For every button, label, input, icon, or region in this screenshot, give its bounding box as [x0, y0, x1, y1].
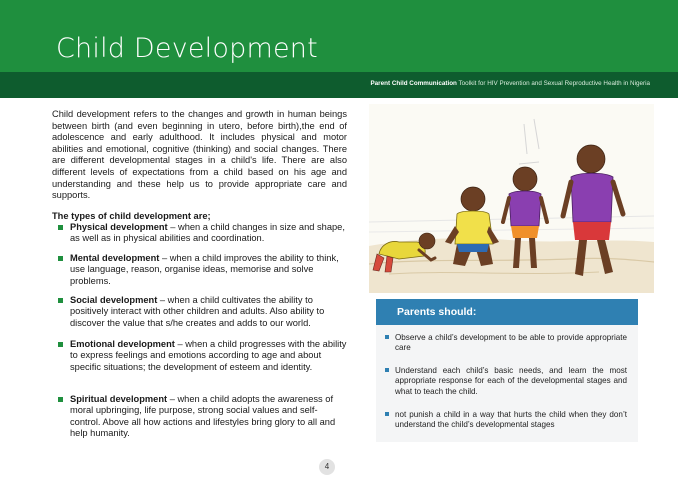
dev-item-mental: [70, 253, 347, 287]
dev-item-emotional: [70, 339, 347, 373]
square-bullet-icon: [385, 335, 389, 339]
page-number: 4: [319, 459, 335, 475]
square-bullet-icon: [58, 256, 63, 261]
square-bullet-icon: [58, 342, 63, 347]
square-bullet-icon: [385, 368, 389, 372]
dev-term: Physical development: [70, 222, 168, 232]
dev-desc: – when a child cultivates the ability to positively interact with other children and adults. Also ability to discover the value that s/he creates and adds to our world.: [70, 295, 325, 328]
dev-desc: – when a child progresses with the ability to express feelings and emotions according to age and about specific situations; the development of esteem and identity.: [70, 339, 347, 372]
intro-paragraph: Child development refers to the changes and growth in human beings between birth (and even beginning in utero, before birth),the end of adolescence and early adulthood. It includes physical and motor abilities and emotional, cognitive (thinking) and social changes. There are different developmental stages in a child's life. There are also different levels of expectations from a child based on his age and understanding and these help us to provide appropriate care and supports.: [52, 109, 347, 201]
dev-item-spiritual: [70, 394, 347, 440]
dev-item-physical: [70, 222, 347, 245]
toolkit-description: Toolkit for HIV Prevention and Sexual Reproductive Health in Nigeria: [458, 80, 650, 87]
dev-term: Social development: [70, 295, 158, 305]
parents-should-header: [376, 299, 638, 325]
square-bullet-icon: [385, 412, 389, 416]
parents-item: [395, 333, 627, 354]
parents-item: [395, 410, 627, 431]
dev-item-social: [70, 295, 347, 329]
dev-desc: – when a child improves the ability to think, use language, reason, organise ideas, memorise and solve problems.: [70, 253, 339, 286]
toolkit-name: Parent Child Communication: [370, 80, 457, 87]
dev-term: Emotional development: [70, 339, 175, 349]
toolkit-subtitle: [370, 80, 650, 87]
square-bullet-icon: [58, 298, 63, 303]
parents-item: [395, 366, 627, 397]
dev-desc: – when a child adopts the awareness of moral upbringing, life purpose, strong social values and self-control. Above all how actions and lifestyles bring glory to all and help humanity.: [70, 394, 336, 439]
square-bullet-icon: [58, 397, 63, 402]
dev-desc: – when a child changes in size and shape, as well as in physical abilities and coordination.: [70, 222, 345, 244]
parents-item-text: Understand each child’s basic needs, and learn the most appropriate response for each of the developmental stages and what to teach the child.: [395, 366, 627, 396]
parents-should-title: Parents should:: [397, 306, 477, 318]
children-drawing: [369, 104, 654, 293]
parents-item-text: Observe a child’s development to be able to provide appropriate care: [395, 333, 627, 353]
dev-term: Mental development: [70, 253, 160, 263]
parents-should-box: [376, 299, 638, 442]
dev-term: Spiritual development: [70, 394, 168, 404]
children-illustration: [369, 104, 654, 293]
types-heading: The types of child development are;: [52, 211, 211, 221]
square-bullet-icon: [58, 225, 63, 230]
parents-item-text: not punish a child in a way that hurts the child when they don’t understand the child’s developmental stages: [395, 410, 627, 430]
page-title: Child Development: [56, 33, 318, 64]
